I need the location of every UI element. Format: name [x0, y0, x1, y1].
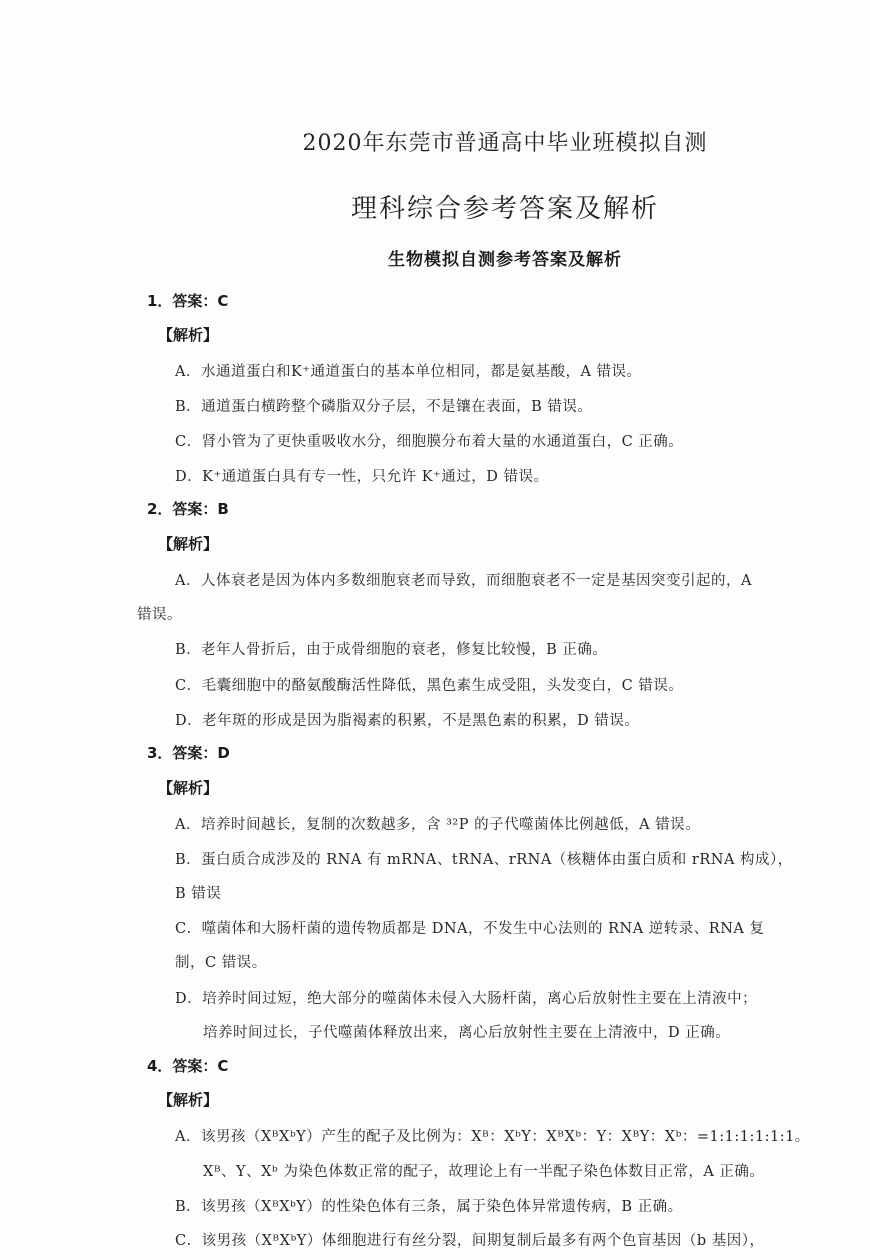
question-2-option-b: B．老年人骨折后，由于成骨细胞的衰老，修复比较慢，B 正确。 [175, 642, 608, 658]
question-1-option-a: A．水通道蛋白和K⁺通道蛋白的基本单位相同，都是氨基酸，A 错误。 [175, 364, 642, 380]
watermark [146, 469, 162, 500]
question-2-option-a-cont: 错误。 [137, 607, 182, 623]
document-subtitle: 理科综合参考答案及解析 [350, 194, 659, 224]
question-1-option-c: C．肾小管为了更快重吸收水分，细胞膜分布着大量的水通道蛋白，C 正确。 [175, 434, 684, 450]
question-2-option-d: D．老年斑的形成是因为脂褐素的积累，不是黑色素的积累，D 错误。 [175, 713, 640, 729]
question-3-option-b: B．蛋白质合成涉及的 RNA 有 mRNA、tRNA、rRNA（核糖体由蛋白质和 rRNA 构成）， [175, 852, 793, 868]
question-3-option-c-cont: 制，C 错误。 [175, 955, 267, 971]
question-2-analysis-label: 【解析】 [158, 535, 219, 553]
question-4-option-a-cont: Xᴮ、Y、Xᵇ 为染色体数正常的配子，故理论上有一半配子染色体数目正常，A 正确。 [203, 1164, 765, 1180]
question-3-option-d-cont: 培养时间过长，子代噬菌体释放出来，离心后放射性主要在上清液中，D 正确。 [203, 1025, 731, 1041]
document-title: 2020年东莞市普通高中毕业班模拟自测 [302, 131, 708, 156]
question-3-option-c: C．噬菌体和大肠杆菌的遗传物质都是 DNA，不发生中心法则的 RNA 逆转录、RNA 复 [175, 921, 765, 937]
question-3-answer: 3．答案：D [147, 744, 230, 762]
question-1-answer: 1．答案：C [147, 292, 229, 310]
question-4-option-c: C．该男孩（XᴮXᵇY）体细胞进行有丝分裂，间期复制后最多有两个色盲基因（b 基因）， [175, 1233, 765, 1249]
question-3-option-a: A．培养时间越长，复制的次数越多，含 ³²P 的子代噬菌体比例越低，A 错误。 [175, 817, 701, 833]
question-3-option-b-cont: B 错误 [175, 886, 222, 902]
question-2-option-c: C．毛囊细胞中的酪氨酸酶活性降低，黑色素生成受阻，头发变白，C 错误。 [175, 678, 684, 694]
section-title: 生物模拟自测参考答案及解析 [388, 250, 622, 270]
question-3-option-d: D．培养时间过短，绝大部分的噬菌体未侵入大肠杆菌，离心后放射性主要在上清液中； [175, 991, 758, 1007]
question-4-analysis-label: 【解析】 [158, 1091, 219, 1109]
question-4-option-b: B．该男孩（XᴮXᵇY）的性染色体有三条，属于染色体异常遗传病，B 正确。 [175, 1199, 683, 1215]
question-1-option-b: B．通道蛋白横跨整个磷脂双分子层，不是镶在表面，B 错误。 [175, 399, 593, 415]
question-4-option-a: A．该男孩（XᴮXᵇY）产生的配子及比例为：Xᴮ：XᵇY：XᴮXᵇ：Y：XᴮY：Xᵇ：=1:1:1:1:1:1。 [175, 1129, 810, 1145]
question-3-analysis-label: 【解析】 [158, 779, 219, 797]
question-4-answer: 4．答案：C [147, 1057, 229, 1075]
question-1-analysis-label: 【解析】 [158, 326, 219, 344]
question-2-option-a: A．人体衰老是因为体内多数细胞衰老而导致，而细胞衰老不一定是基因突变引起的，A [175, 573, 752, 589]
question-2-answer: 2．答案：B [147, 500, 229, 518]
question-1-option-d: D．K⁺通道蛋白具有专一性，只允许 K⁺通过，D 错误。 [175, 469, 549, 485]
